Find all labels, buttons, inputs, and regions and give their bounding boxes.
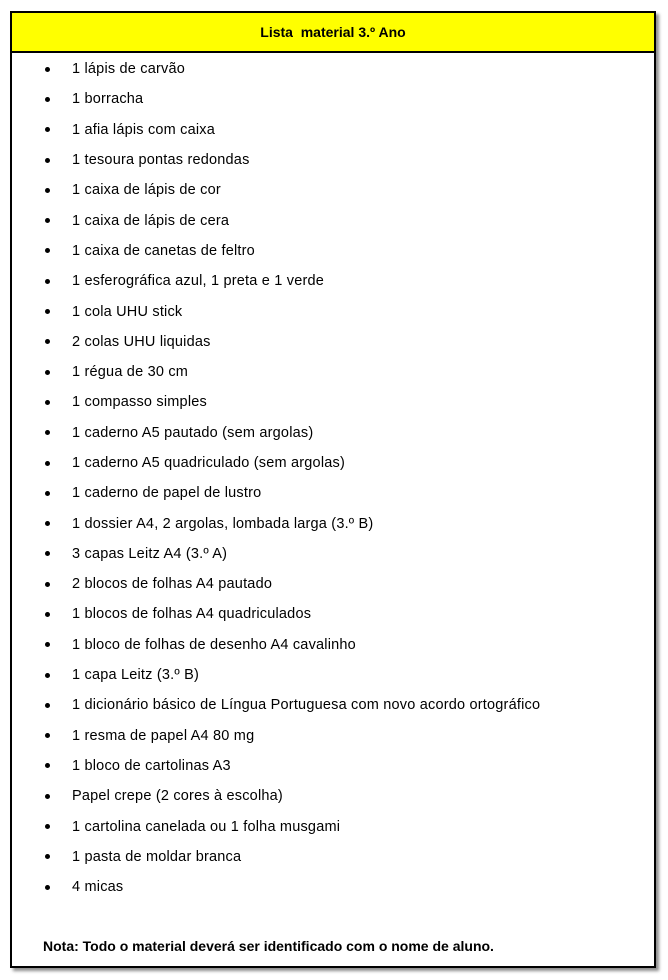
list-item [12, 721, 654, 751]
list-item-label: 1 dicionário básico de Língua Portuguesa com novo acordo ortográfico [72, 697, 541, 714]
list-item-label: 1 caixa de canetas de feltro [72, 242, 255, 259]
list-item [12, 115, 654, 145]
list-item-label: 1 capa Leitz (3.º B) [72, 667, 199, 684]
list-item-label: 1 resma de papel A4 80 mg [72, 727, 255, 744]
bullet-icon [45, 521, 50, 526]
bullet-icon [45, 733, 50, 738]
list-item [12, 630, 654, 660]
list-item-label: 1 cartolina canelada ou 1 folha musgami [72, 818, 341, 835]
bullet-icon [45, 703, 50, 708]
list-item [12, 448, 654, 478]
list-item [12, 54, 654, 84]
list-item [12, 418, 654, 448]
list-item [12, 781, 654, 811]
list-item-label: 4 micas [72, 879, 124, 896]
material-list-sheet [10, 11, 656, 968]
list-item [12, 811, 654, 841]
bullet-icon [45, 551, 50, 556]
list-item-label: 1 lápis de carvão [72, 61, 186, 78]
list-item-label: 1 compasso simples [72, 394, 207, 411]
list-item [12, 387, 654, 417]
bullet-icon [45, 854, 50, 859]
list-item [12, 296, 654, 326]
list-item-label: 2 colas UHU liquidas [72, 333, 211, 350]
list-item-label: 1 esferográfica azul, 1 preta e 1 verde [72, 273, 325, 290]
list-item-label: 1 caixa de lápis de cera [72, 212, 230, 229]
list-item [12, 357, 654, 387]
list-item-label: 1 pasta de moldar branca [72, 848, 242, 865]
bullet-icon [45, 612, 50, 617]
list-item [12, 751, 654, 781]
bullet-icon [45, 461, 50, 466]
list-item [12, 327, 654, 357]
list-item [12, 599, 654, 629]
bullet-icon [45, 370, 50, 375]
list-item [12, 236, 654, 266]
bullet-icon [45, 400, 50, 405]
list-item-label: 1 cola UHU stick [72, 303, 183, 320]
list-item-label: Papel crepe (2 cores à escolha) [72, 788, 283, 805]
list-item-label: 1 dossier A4, 2 argolas, lombada larga (3.º B) [72, 515, 374, 532]
list-item-label: 1 blocos de folhas A4 quadriculados [72, 606, 312, 623]
bullet-icon [45, 763, 50, 768]
list-item-label: 1 caderno A5 pautado (sem argolas) [72, 424, 314, 441]
list-item [12, 539, 654, 569]
bullet-icon [45, 188, 50, 193]
bullet-icon [45, 673, 50, 678]
list-item-label: 1 tesoura pontas redondas [72, 152, 250, 169]
page-title: Lista material 3.º Ano [12, 13, 654, 53]
list-item-label: 1 caderno de papel de lustro [72, 485, 262, 502]
list-item [12, 145, 654, 175]
list-item-label: 2 blocos de folhas A4 pautado [72, 576, 273, 593]
list-item [12, 569, 654, 599]
list-item [12, 84, 654, 114]
bullet-icon [45, 430, 50, 435]
list-item-label: 1 afia lápis com caixa [72, 121, 216, 138]
list-item [12, 842, 654, 872]
list-item [12, 266, 654, 296]
list-item-label: 1 borracha [72, 91, 144, 108]
note-text: Nota: Todo o material deverá ser identificado com o nome de aluno. [43, 938, 494, 954]
list-item-label: 1 bloco de folhas de desenho A4 cavalinho [72, 636, 356, 653]
bullet-icon [45, 97, 50, 102]
list-item [12, 872, 654, 902]
list-item-label: 1 caixa de lápis de cor [72, 182, 221, 199]
bullet-icon [45, 158, 50, 163]
bullet-icon [45, 248, 50, 253]
list-item [12, 508, 654, 538]
bullet-icon [45, 794, 50, 799]
bullet-icon [45, 491, 50, 496]
list-item-label: 3 capas Leitz A4 (3.º A) [72, 545, 228, 562]
list-item-label: 1 caderno A5 quadriculado (sem argolas) [72, 455, 345, 471]
bullet-icon [45, 67, 50, 72]
list-item-label: 1 bloco de cartolinas A3 [72, 757, 231, 774]
list-item-label: 1 régua de 30 cm [72, 364, 189, 381]
list-item [12, 660, 654, 690]
bullet-icon [45, 642, 50, 647]
list-item [12, 205, 654, 235]
material-list [12, 54, 654, 902]
bullet-icon [45, 582, 50, 587]
list-item [12, 690, 654, 720]
list-item [12, 175, 654, 205]
bullet-icon [45, 218, 50, 223]
bullet-icon [45, 339, 50, 344]
bullet-icon [45, 127, 50, 132]
bullet-icon [45, 309, 50, 314]
bullet-icon [45, 824, 50, 829]
bullet-icon [45, 885, 50, 890]
bullet-icon [45, 279, 50, 284]
list-item [12, 478, 654, 508]
